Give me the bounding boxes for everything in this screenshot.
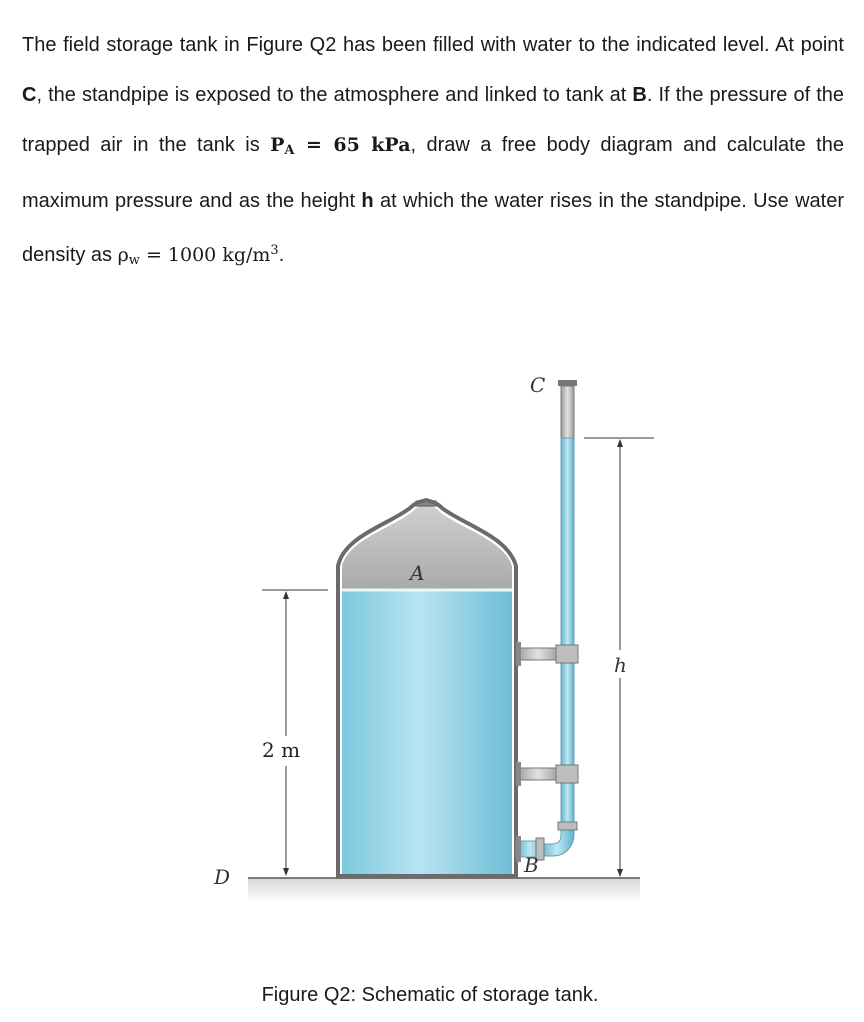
standpipe-air (561, 386, 574, 438)
upper-connector (516, 648, 560, 660)
pressure-subscript: A (284, 143, 295, 158)
label-c: C (530, 373, 546, 397)
lower-flange (516, 762, 521, 786)
problem-text-5: at which the water rises in the standpipe. Use water density as (22, 190, 845, 266)
upper-flange (516, 642, 521, 666)
figure-caption-text: Figure Q2: Schematic of storage tank. (261, 984, 599, 1006)
elbow-pipe (540, 828, 574, 856)
figure-caption (0, 984, 864, 1007)
problem-text-4: , draw a free body diagram and calculate the maximum pressure and as the height (22, 134, 844, 212)
standpipe-top-cap (558, 380, 577, 386)
label-a: A (410, 561, 425, 585)
b-flange (516, 836, 521, 862)
dim-h-arrow-top (617, 439, 623, 447)
pressure-symbol: P (270, 134, 285, 156)
point-b-label: B (632, 84, 647, 106)
ground (248, 878, 640, 902)
problem-text-6: . (278, 244, 285, 266)
lower-connector (516, 768, 560, 780)
density-symbol: ρ (117, 244, 129, 266)
dim-2m-arrow-bottom (283, 868, 289, 876)
pressure-value: = 65 kPa (294, 134, 411, 156)
lower-clamp (556, 765, 578, 783)
dim-2m-label: 2 m (262, 738, 301, 762)
height-h-label: h (361, 190, 374, 212)
water-body (342, 590, 512, 874)
problem-text-2: , the standpipe is exposed to the atmosphere and linked to tank at (36, 84, 633, 106)
density-value: = 1000 kg/m (139, 244, 271, 266)
density-exponent: 3 (270, 243, 279, 258)
label-b: B (524, 853, 539, 877)
elbow-collar (558, 822, 577, 830)
problem-text-3: . If the pressure of the trapped air in the tank is (22, 84, 844, 156)
dim-h-arrow-bottom (617, 869, 623, 877)
density-subscript: w (128, 253, 140, 268)
problem-text-1: The field storage tank in Figure Q2 has been filled with water to the indicated level. At point (22, 34, 844, 56)
dim-h-label: h (614, 653, 627, 677)
point-c-label: C (22, 84, 37, 106)
air-region (342, 504, 512, 590)
label-d: D (214, 865, 231, 889)
upper-clamp (556, 645, 578, 663)
dim-2m-arrow-top (283, 591, 289, 599)
